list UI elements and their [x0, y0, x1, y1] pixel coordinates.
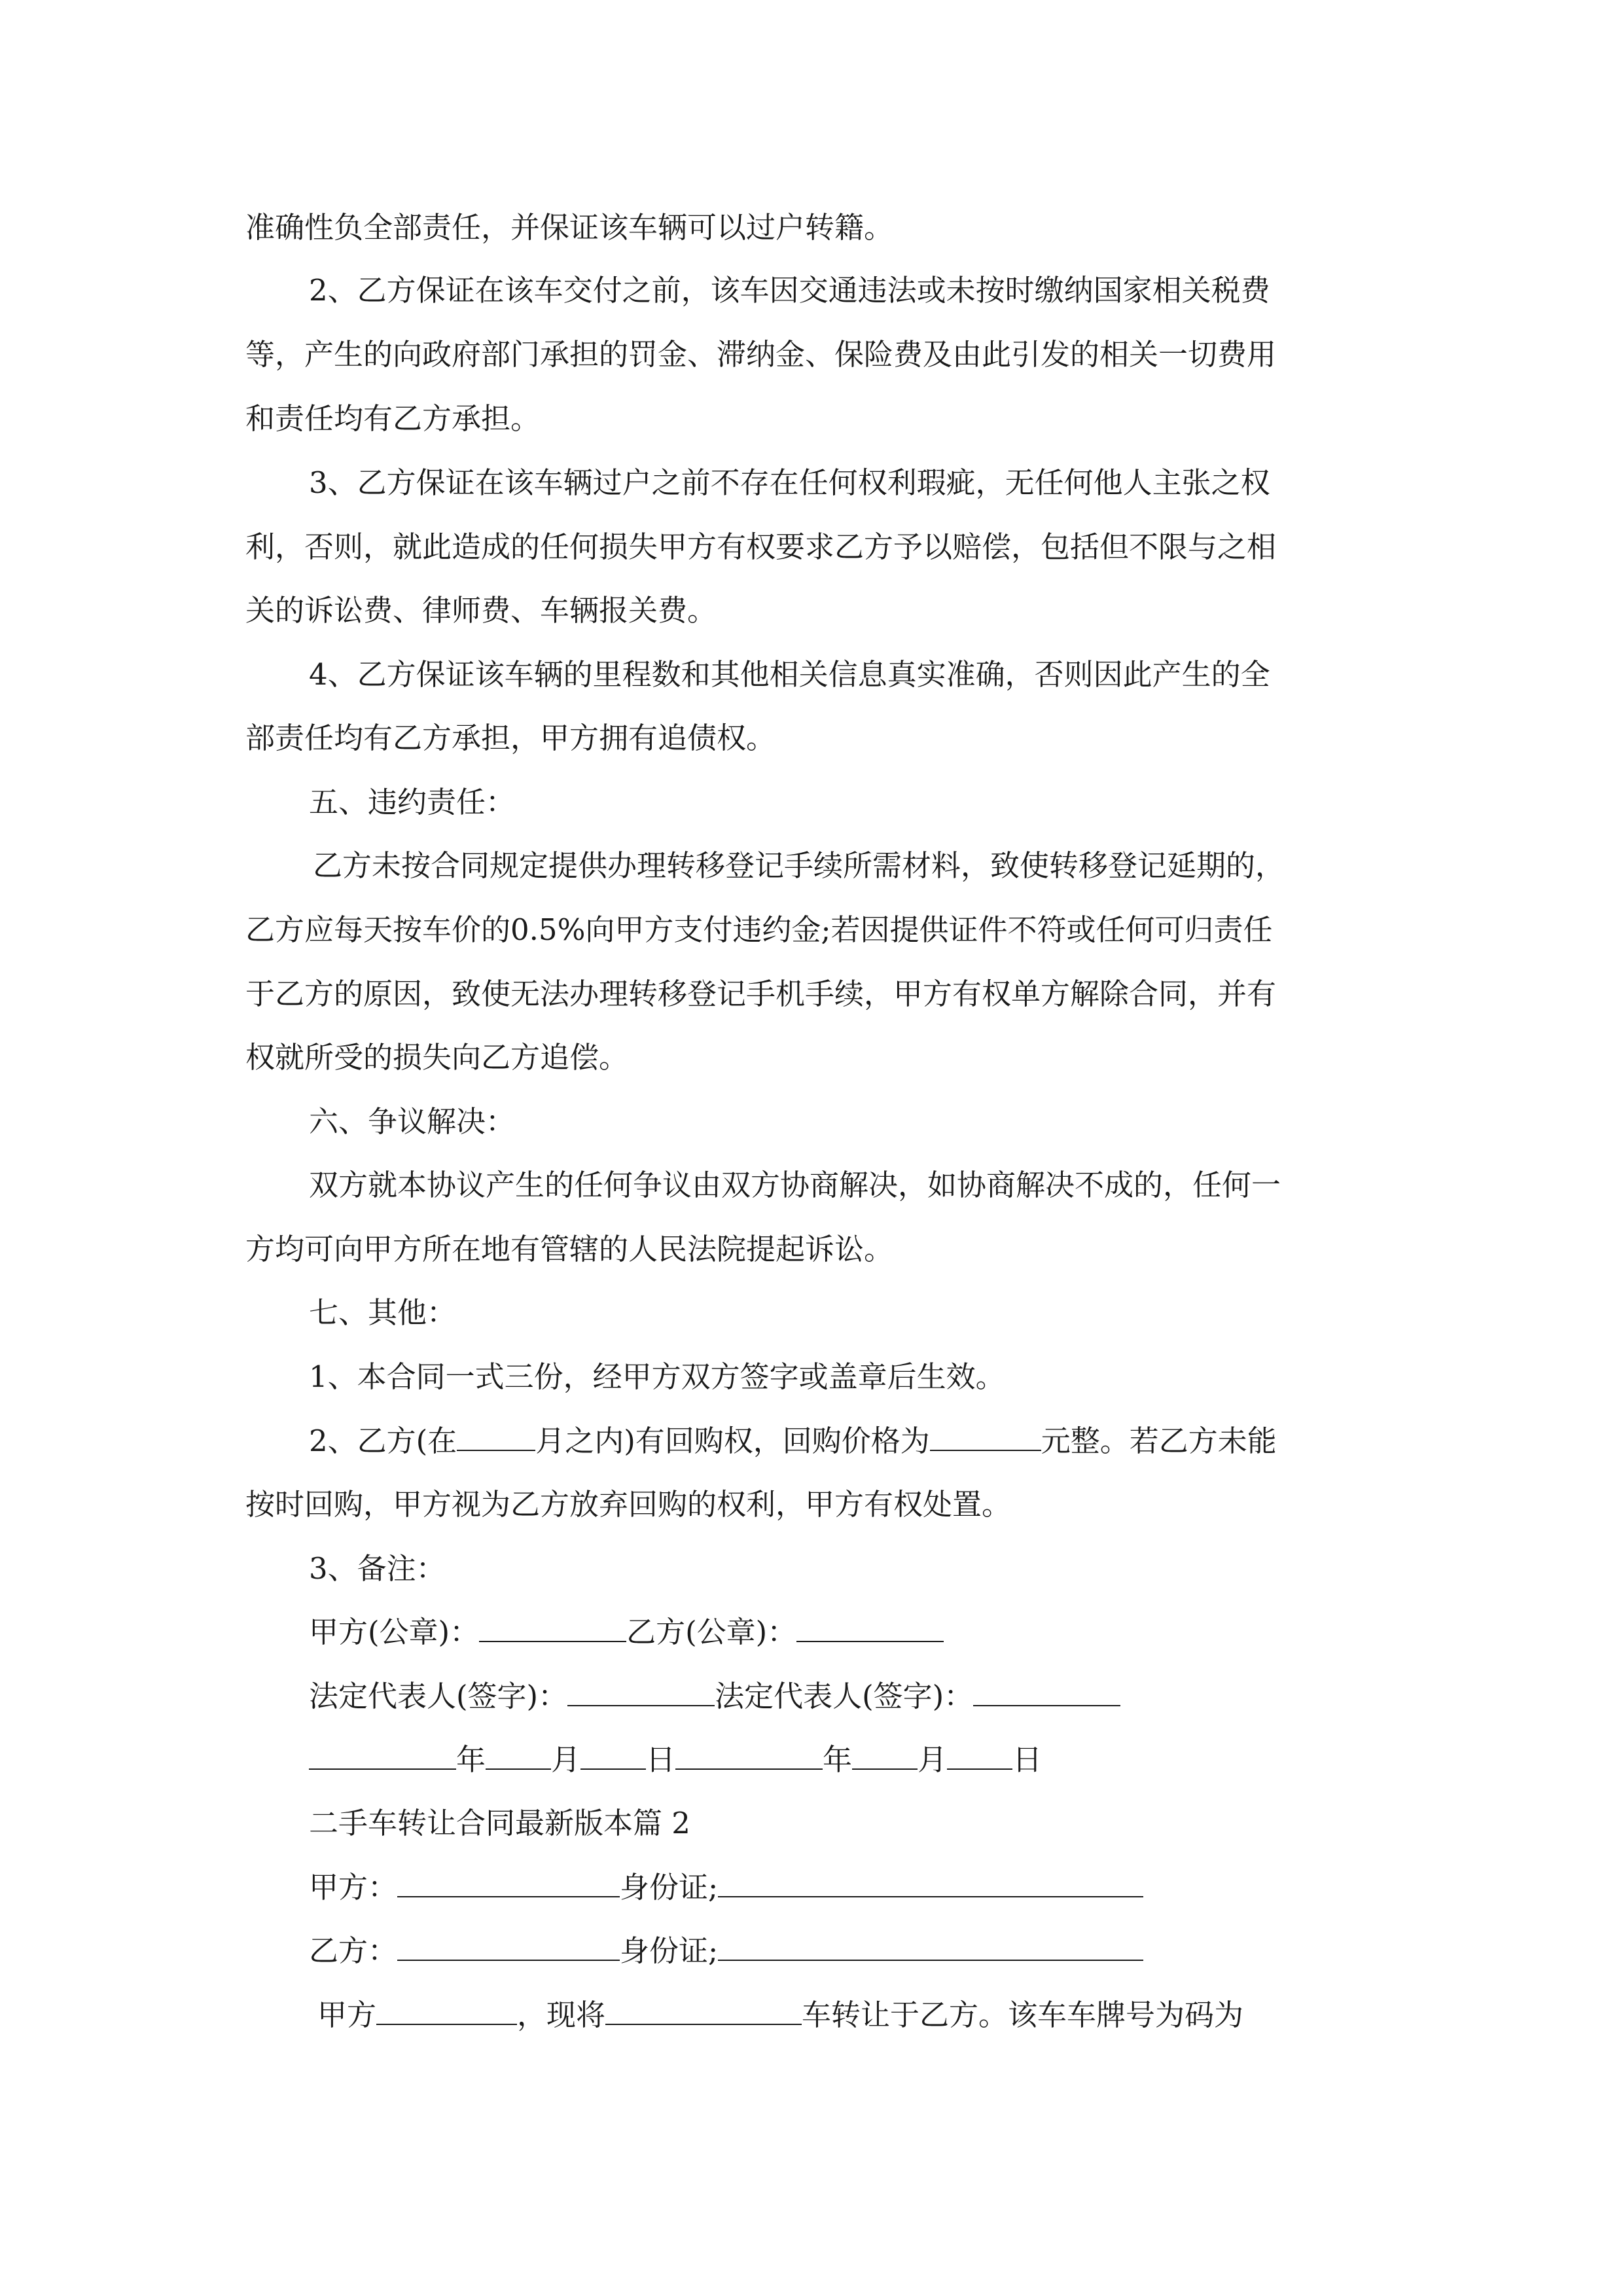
- text-line: 乙方应每天按车价的0.5%向甲方支付违约金;若因提供证件不符或任何可归责任: [245, 912, 1273, 947]
- seal-line: [309, 1613, 944, 1652]
- clause-3-line-1: 3、乙方保证在该车辆过户之前不存在任何权利瑕疵，无任何他人主张之权: [309, 465, 1270, 500]
- text-line: 等，产生的向政府部门承担的罚金、滞纳金、保险费及由此引发的相关一切费用: [245, 337, 1277, 372]
- party-b-rep-label: 法定代表人(签字)：: [715, 1679, 974, 1713]
- text-line: 权就所受的损失向乙方追偿。: [245, 1040, 629, 1075]
- date-line: [309, 1740, 1042, 1780]
- party-a-transfer-field[interactable]: [376, 1996, 517, 2025]
- year-label: 年: [456, 1742, 486, 1777]
- month-label: 月: [918, 1742, 948, 1777]
- blank-price-field[interactable]: [930, 1422, 1041, 1451]
- representative-line: [309, 1677, 1120, 1716]
- party-b-day-field[interactable]: [947, 1741, 1012, 1770]
- party-a-label: 甲方：: [309, 1870, 398, 1905]
- section-heading-dispute: 六、争议解决：: [309, 1104, 516, 1139]
- clause-2-line-1: 2、乙方保证在该车交付之前，该车因交通违法或未按时缴纳国家相关税费: [309, 273, 1270, 308]
- party-a-seal-label: 甲方(公章)：: [309, 1615, 480, 1649]
- section-heading-breach: 五、违约责任：: [309, 785, 516, 819]
- text-line: 部责任均有乙方承担，甲方拥有追债权。: [245, 721, 776, 755]
- id-label: 身份证;: [620, 1933, 719, 1968]
- dispute-line-1: 双方就本协议产生的任何争议由双方协商解决，如协商解决不成的，任何一: [309, 1168, 1281, 1202]
- day-label: 日: [1012, 1742, 1043, 1777]
- party-a-line: [309, 1868, 1143, 1907]
- party-b-seal-field[interactable]: [796, 1613, 944, 1642]
- party-b-line: [309, 1931, 1143, 1971]
- text-line: 利，否则，就此造成的任何损失甲方有权要求乙方予以赔偿，包括但不限与之相: [245, 529, 1277, 564]
- party-b-label: 乙方：: [309, 1933, 398, 1968]
- section-heading-other: 七、其他：: [309, 1295, 457, 1330]
- party-a-rep-label: 法定代表人(签字)：: [309, 1679, 568, 1713]
- party-a-month-field[interactable]: [486, 1741, 551, 1770]
- text-line: 于乙方的原因，致使无法办理转移登记手机手续，甲方有权单方解除合同，并有: [245, 977, 1277, 1011]
- blank-months-field[interactable]: [457, 1422, 535, 1451]
- vehicle-field[interactable]: [605, 1996, 802, 2025]
- other-clause-3: 3、备注：: [309, 1551, 446, 1586]
- party-a-id-field[interactable]: [718, 1869, 1143, 1897]
- text-line: 关的诉讼费、律师费、车辆报关费。: [245, 593, 717, 628]
- text-segment: 2、乙方(在: [309, 1424, 457, 1458]
- party-b-seal-label: 乙方(公章)：: [626, 1615, 797, 1649]
- breach-line-1: 乙方未按合同规定提供办理转移登记手续所需材料，致使转移登记延期的，: [313, 848, 1285, 883]
- contract-title: 二手车转让合同最新版本篇 2: [309, 1806, 690, 1840]
- party-b-year-field[interactable]: [675, 1741, 823, 1770]
- party-b-id-field[interactable]: [718, 1932, 1143, 1961]
- id-label: 身份证;: [620, 1870, 719, 1905]
- text-segment: 元整。若乙方未能: [1041, 1424, 1277, 1458]
- text-line: 和责任均有乙方承担。: [245, 401, 541, 436]
- text-segment: ，现将: [517, 1998, 606, 2032]
- year-label: 年: [823, 1742, 853, 1777]
- party-a-rep-field[interactable]: [567, 1677, 715, 1706]
- party-a-name-field[interactable]: [397, 1869, 620, 1897]
- party-a-day-field[interactable]: [580, 1741, 646, 1770]
- month-label: 月: [551, 1742, 581, 1777]
- party-b-rep-field[interactable]: [973, 1677, 1120, 1706]
- text-segment: 甲方: [317, 1998, 377, 2032]
- other-clause-2-line-1: [309, 1422, 1277, 1461]
- text-line: 方均可向甲方所在地有管辖的人民法院提起诉讼。: [245, 1232, 894, 1266]
- transfer-line: [317, 1996, 1243, 2035]
- party-a-year-field[interactable]: [309, 1741, 456, 1770]
- party-b-month-field[interactable]: [852, 1741, 918, 1770]
- day-label: 日: [646, 1742, 676, 1777]
- text-segment: 月之内)有回购权，回购价格为: [535, 1424, 930, 1458]
- other-clause-1: 1、本合同一式三份，经甲方双方签字或盖章后生效。: [309, 1359, 1005, 1394]
- party-a-seal-field[interactable]: [479, 1613, 626, 1642]
- clause-4-line-1: 4、乙方保证该车辆的里程数和其他相关信息真实准确，否则因此产生的全: [309, 657, 1270, 692]
- party-b-name-field[interactable]: [397, 1932, 620, 1961]
- text-segment: 车转让于乙方。该车车牌号为码为: [802, 1998, 1244, 2032]
- text-line: 准确性负全部责任，并保证该车辆可以过户转籍。: [245, 210, 894, 245]
- text-line: 按时回购，甲方视为乙方放弃回购的权利，甲方有权处置。: [245, 1487, 1012, 1522]
